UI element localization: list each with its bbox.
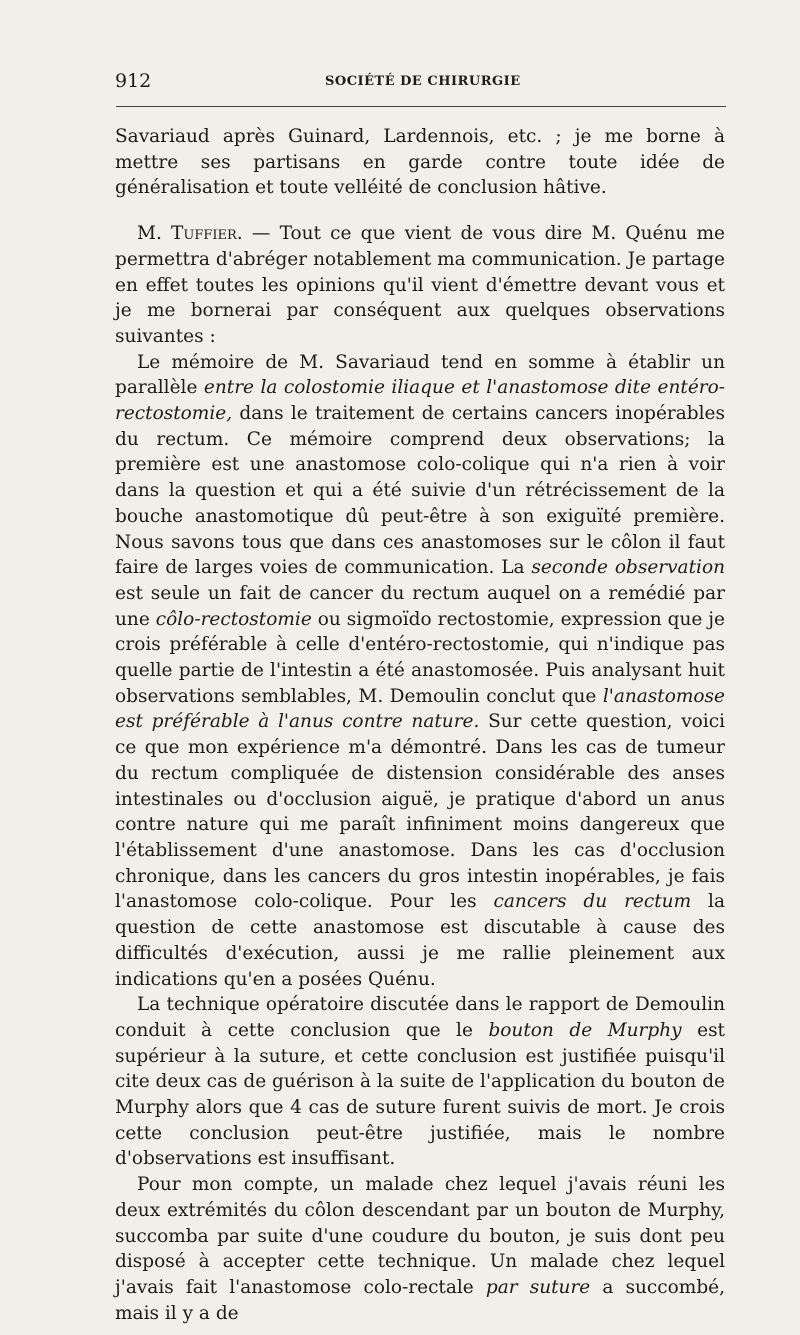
page-header <box>115 64 725 94</box>
paragraph-5: Pour mon compte, un malade chez lequel j'avais réuni les deux extrémités du côlon descendant par un bouton de Murphy, succomba par suite d'une coudure du bouton, je suis dont peu disposé à accepter cette technique. Un malade chez lequel j'avais fait l'anastomose colo-rectale par suture a succombé, mais il y a de <box>115 1174 725 1324</box>
paragraph-3: Le mémoire de M. Savariaud tend en somme à établir un parallèle entre la colostomie iliaque et l'anastomose dite entéro-rectostomie, dans le traitement de certains cancers inopérables du rectum. Ce mémoire comprend deux observations; la première est une anastomose colo-colique qui n'a rien à voir dans la question et qui a été suivie d'un rétrécissement de la bouche anastomotique dû peut-être à son exiguïté première. Nous savons tous que dans ces anastomoses sur le côlon il faut faire de larges voies de communication. La seconde observation est seule un fait de cancer du rectum auquel on a remédié par une côlo-rectostomie ou sigmoïdo rectostomie, expression que je crois préférable à celle d'entéro-rectostomie, qui n'indique pas quelle partie de l'intestin a été anastomosée. Puis analysant huit observations semblables, M. Demoulin conclut que l'anastomose est préférable à l'anus contre nature. Sur cette question, voici ce que mon expérience m'a démontré. Dans les cas de tumeur du rectum compliquée de distension considérable des anses intestinales ou d'occlusion aiguë, je pratique d'abord un anus contre nature qui me paraît infiniment moins dangereux que l'établissement d'une anastomose. Dans les cas d'occlusion chronique, dans les cancers du gros intestin inopérables, je fais l'anastomose colo-colique. Pour les cancers du rectum la question de cette anastomose est discutable à cause des difficultés d'exécution, aussi je me rallie pleinement aux indications qu'en a posées Quénu. <box>115 351 726 990</box>
body-text <box>115 124 725 1326</box>
paragraph-2: M. Tuffier. — Tout ce que vient de vous dire M. Quénu me permettra d'abréger notablement ma communication. Je partage en effet toutes les opinions qu'il vient d'émettre devant vous et je me bornerai par conséquent aux quelques observations suivantes : <box>115 223 725 347</box>
running-title: SOCIÉTÉ DE CHIRURGIE <box>325 74 521 89</box>
paragraph-4: La technique opératoire discutée dans le rapport de Demoulin conduit à cette conclusion que le bouton de Murphy est supérieur à la suture, et cette conclusion est justifiée puisqu'il cite deux cas de guérison à la suite de l'application du bouton de Murphy alors que 4 cas de suture furent suivis de mort. Je crois cette conclusion peut-être justifiée, mais le nombre d'observations est insuffisant. <box>115 994 725 1170</box>
header-rule <box>116 106 726 107</box>
page-number: 912 <box>115 70 152 92</box>
speaker-name: M. Tuffier. <box>137 223 243 245</box>
paragraph-1: Savariaud après Guinard, Lardennois, etc. ; je me borne à mettre ses partisans en garde contre toute idée de généralisation et toute velléité de conclusion hâtive. <box>115 126 725 199</box>
